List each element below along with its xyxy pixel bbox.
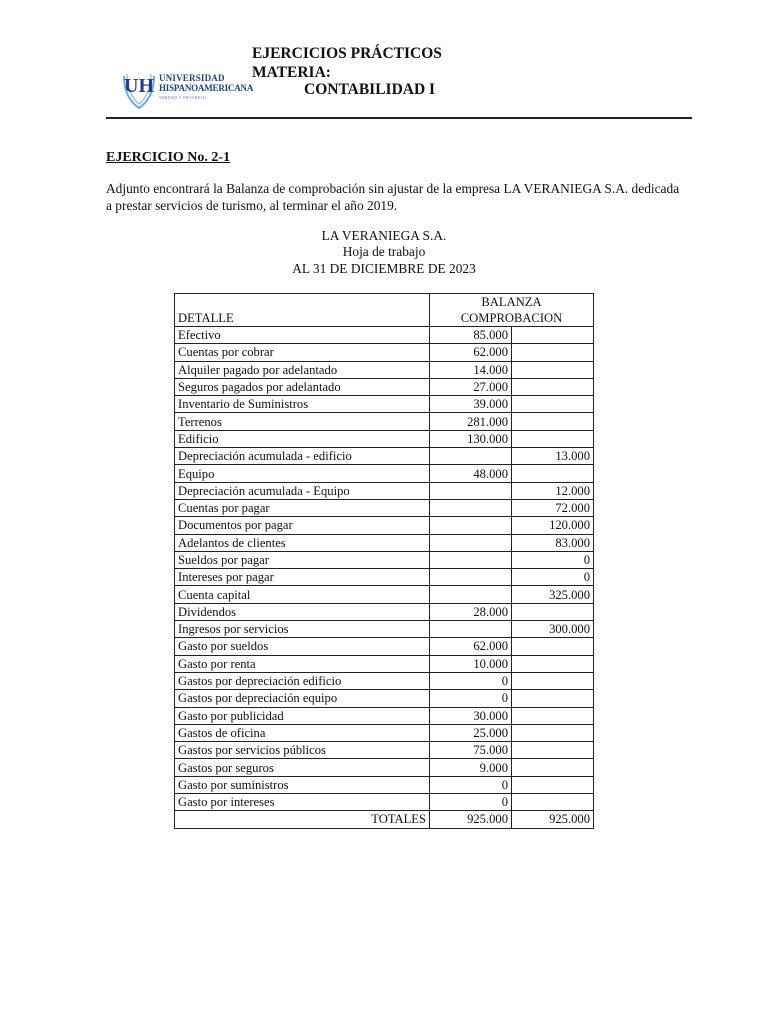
credit-amount: 12.000 <box>512 482 594 499</box>
debit-amount: 0 <box>430 776 512 793</box>
header-balance <box>430 294 594 327</box>
debit-amount <box>430 621 512 638</box>
account-name: Gasto por renta <box>175 655 430 672</box>
account-name: Gastos por seguros <box>175 759 430 776</box>
header-title: EJERCICIOS PRÁCTICOS <box>252 45 442 62</box>
credit-amount <box>512 742 594 759</box>
table-row <box>175 327 594 344</box>
account-name: Depreciación acumulada - edificio <box>175 448 430 465</box>
account-name: Seguros pagados por adelantado <box>175 378 430 395</box>
table-row <box>175 759 594 776</box>
table-row <box>175 569 594 586</box>
debit-amount <box>430 448 512 465</box>
credit-amount: 72.000 <box>512 499 594 516</box>
credit-amount <box>512 327 594 344</box>
debit-amount: 30.000 <box>430 707 512 724</box>
credit-amount <box>512 794 594 811</box>
debit-amount: 130.000 <box>430 430 512 447</box>
svg-text:UH: UH <box>124 75 154 97</box>
account-name: Edificio <box>175 430 430 447</box>
header-balance-line1: BALANZA <box>481 295 542 309</box>
account-name: Cuenta capital <box>175 586 430 603</box>
account-name: Gasto por intereses <box>175 794 430 811</box>
credit-amount <box>512 344 594 361</box>
credit-amount <box>512 430 594 447</box>
uh-emblem-icon <box>121 68 157 110</box>
debit-amount: 27.000 <box>430 378 512 395</box>
table-row <box>175 482 594 499</box>
account-name: Terrenos <box>175 413 430 430</box>
table-row <box>175 413 594 430</box>
table-row <box>175 776 594 793</box>
account-name: Intereses por pagar <box>175 569 430 586</box>
account-name: Cuentas por pagar <box>175 499 430 516</box>
university-logo <box>121 68 254 110</box>
table-row <box>175 621 594 638</box>
credit-amount <box>512 707 594 724</box>
account-name: Cuentas por cobrar <box>175 344 430 361</box>
debit-amount: 25.000 <box>430 724 512 741</box>
debit-amount <box>430 482 512 499</box>
credit-amount <box>512 776 594 793</box>
credit-amount <box>512 672 594 689</box>
table-row <box>175 361 594 378</box>
account-name: Inventario de Suministros <box>175 396 430 413</box>
credit-amount <box>512 396 594 413</box>
credit-amount <box>512 638 594 655</box>
debit-amount: 62.000 <box>430 344 512 361</box>
exercise-intro: Adjunto encontrará la Balanza de comprobación sin ajustar de la empresa LA VERANIEGA S.A. dedicada a prestar servicios de turismo, al terminar el año 2019. <box>106 181 680 213</box>
table-row <box>175 499 594 516</box>
table-row <box>175 586 594 603</box>
account-name: Documentos por pagar <box>175 517 430 534</box>
table-row <box>175 551 594 568</box>
account-name: Gasto por sueldos <box>175 638 430 655</box>
header-rule <box>106 117 692 119</box>
table-row <box>175 378 594 395</box>
debit-amount: 0 <box>430 794 512 811</box>
table-row <box>175 690 594 707</box>
debit-amount: 14.000 <box>430 361 512 378</box>
credit-amount: 325.000 <box>512 586 594 603</box>
credit-amount <box>512 759 594 776</box>
table-row <box>175 655 594 672</box>
exercise-title: EJERCICIO No. 2-1 <box>106 150 231 165</box>
total-credit: 925.000 <box>512 811 594 828</box>
table-row <box>175 448 594 465</box>
table-row <box>175 465 594 482</box>
debit-amount: 48.000 <box>430 465 512 482</box>
account-name: Alquiler pagado por adelantado <box>175 361 430 378</box>
account-name: Ingresos por servicios <box>175 621 430 638</box>
table-row <box>175 517 594 534</box>
credit-amount: 13.000 <box>512 448 594 465</box>
debit-amount <box>430 499 512 516</box>
credit-amount <box>512 378 594 395</box>
account-name: Depreciación acumulada - Equipo <box>175 482 430 499</box>
credit-amount <box>512 361 594 378</box>
credit-amount <box>512 690 594 707</box>
debit-amount: 62.000 <box>430 638 512 655</box>
credit-amount <box>512 603 594 620</box>
table-row <box>175 724 594 741</box>
header-balance-line2: COMPROBACION <box>460 311 563 325</box>
account-name: Efectivo <box>175 327 430 344</box>
table-header-row <box>175 294 594 327</box>
table-row <box>175 396 594 413</box>
debit-amount <box>430 517 512 534</box>
debit-amount: 0 <box>430 690 512 707</box>
table-row <box>175 430 594 447</box>
debit-amount: 85.000 <box>430 327 512 344</box>
table-row <box>175 742 594 759</box>
account-name: Equipo <box>175 465 430 482</box>
header-subject-label: MATERIA: <box>252 64 331 81</box>
totals-row <box>175 811 594 828</box>
account-name: Gastos por depreciación edificio <box>175 672 430 689</box>
account-name: Sueldos por pagar <box>175 551 430 568</box>
credit-amount: 0 <box>512 569 594 586</box>
table-row <box>175 603 594 620</box>
table-row <box>175 638 594 655</box>
header-subject: CONTABILIDAD I <box>304 81 436 98</box>
debit-amount <box>430 586 512 603</box>
debit-amount: 39.000 <box>430 396 512 413</box>
account-name: Gasto por publicidad <box>175 707 430 724</box>
worksheet-date: AL 31 DE DICIEMBRE DE 2023 <box>292 261 476 276</box>
table-row <box>175 707 594 724</box>
table-row <box>175 534 594 551</box>
trial-balance-table <box>174 293 594 829</box>
account-name: Gastos por depreciación equipo <box>175 690 430 707</box>
table-row <box>175 672 594 689</box>
account-name: Gastos de oficina <box>175 724 430 741</box>
company-name: LA VERANIEGA S.A. <box>321 228 447 243</box>
credit-amount: 0 <box>512 551 594 568</box>
totals-label: TOTALES <box>175 811 430 828</box>
table-row <box>175 344 594 361</box>
account-name: Dividendos <box>175 603 430 620</box>
debit-amount: 281.000 <box>430 413 512 430</box>
debit-amount <box>430 569 512 586</box>
debit-amount <box>430 534 512 551</box>
debit-amount: 0 <box>430 672 512 689</box>
logo-tagline: VERDAD Y PROGRESO <box>159 95 207 100</box>
logo-name-line2: HISPANOAMERICANA <box>159 83 254 93</box>
header-detail: DETALLE <box>175 294 430 327</box>
table-row <box>175 794 594 811</box>
total-debit: 925.000 <box>430 811 512 828</box>
account-name: Gasto por suministros <box>175 776 430 793</box>
account-name: Adelantos de clientes <box>175 534 430 551</box>
credit-amount <box>512 413 594 430</box>
debit-amount <box>430 551 512 568</box>
logo-name-line1: UNIVERSIDAD <box>159 73 225 83</box>
debit-amount: 75.000 <box>430 742 512 759</box>
credit-amount <box>512 465 594 482</box>
credit-amount: 300.000 <box>512 621 594 638</box>
credit-amount: 120.000 <box>512 517 594 534</box>
debit-amount: 9.000 <box>430 759 512 776</box>
worksheet-subtitle: Hoja de trabajo <box>342 244 426 259</box>
credit-amount <box>512 655 594 672</box>
debit-amount: 10.000 <box>430 655 512 672</box>
debit-amount: 28.000 <box>430 603 512 620</box>
credit-amount <box>512 724 594 741</box>
credit-amount: 83.000 <box>512 534 594 551</box>
account-name: Gastos por servicios públicos <box>175 742 430 759</box>
